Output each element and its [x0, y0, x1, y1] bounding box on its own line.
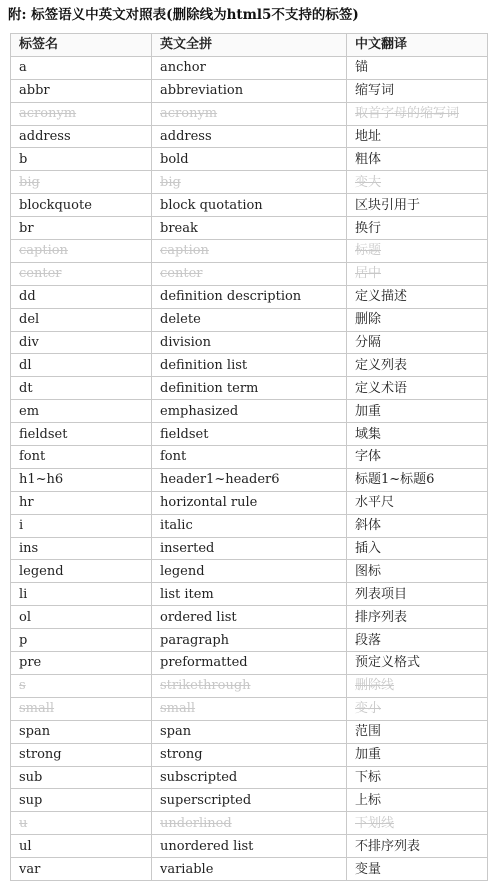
cell-english-full: definition description [152, 285, 347, 308]
cell-english-full: block quotation [152, 194, 347, 217]
table-row [11, 835, 488, 858]
table-row [11, 217, 488, 240]
table-row [11, 583, 488, 606]
table-row [11, 79, 488, 102]
cell-chinese-translation: 图标 [347, 560, 488, 583]
cell-chinese-translation: 地址 [347, 125, 488, 148]
cell-tag-name: small [11, 697, 152, 720]
cell-tag-name: caption [11, 240, 152, 263]
cell-chinese-translation: 插入 [347, 537, 488, 560]
cell-tag-name: font [11, 446, 152, 469]
cell-english-full: address [152, 125, 347, 148]
cell-tag-name: dt [11, 377, 152, 400]
cell-chinese-translation: 上标 [347, 789, 488, 812]
cell-chinese-translation: 斜体 [347, 514, 488, 537]
table-row [11, 148, 488, 171]
cell-chinese-translation: 标题 [347, 240, 488, 263]
cell-english-full: bold [152, 148, 347, 171]
cell-tag-name: acronym [11, 102, 152, 125]
tag-glossary-table [10, 33, 488, 881]
cell-tag-name: s [11, 674, 152, 697]
cell-tag-name: p [11, 629, 152, 652]
cell-english-full: italic [152, 514, 347, 537]
header-chinese-translation: 中文翻译 [347, 34, 488, 57]
table-row [11, 674, 488, 697]
cell-chinese-translation: 换行 [347, 217, 488, 240]
table-row [11, 766, 488, 789]
table-caption: 附: 标签语义中英文对照表(删除线为html5不支持的标签) [8, 7, 359, 23]
cell-tag-name: fieldset [11, 423, 152, 446]
cell-english-full: subscripted [152, 766, 347, 789]
cell-chinese-translation: 区块引用于 [347, 194, 488, 217]
cell-tag-name: abbr [11, 79, 152, 102]
cell-english-full: list item [152, 583, 347, 606]
table-row [11, 446, 488, 469]
header-english-full: 英文全拼 [152, 34, 347, 57]
cell-chinese-translation: 定义列表 [347, 354, 488, 377]
cell-tag-name: em [11, 400, 152, 423]
cell-tag-name: div [11, 331, 152, 354]
cell-english-full: caption [152, 240, 347, 263]
cell-tag-name: dl [11, 354, 152, 377]
cell-english-full: center [152, 262, 347, 285]
cell-english-full: division [152, 331, 347, 354]
table-row [11, 858, 488, 881]
cell-tag-name: big [11, 171, 152, 194]
cell-tag-name: b [11, 148, 152, 171]
table-row [11, 262, 488, 285]
cell-english-full: inserted [152, 537, 347, 560]
table-row [11, 331, 488, 354]
cell-chinese-translation: 下划线 [347, 812, 488, 835]
table-row [11, 308, 488, 331]
table-row [11, 491, 488, 514]
table-row [11, 354, 488, 377]
cell-tag-name: u [11, 812, 152, 835]
table-row [11, 812, 488, 835]
cell-chinese-translation: 变小 [347, 697, 488, 720]
table-row [11, 285, 488, 308]
cell-tag-name: legend [11, 560, 152, 583]
cell-tag-name: ol [11, 606, 152, 629]
table-row [11, 652, 488, 675]
cell-chinese-translation: 域集 [347, 423, 488, 446]
table-row [11, 743, 488, 766]
cell-chinese-translation: 定义描述 [347, 285, 488, 308]
cell-english-full: strikethrough [152, 674, 347, 697]
cell-chinese-translation: 缩写词 [347, 79, 488, 102]
table-row [11, 377, 488, 400]
cell-tag-name: a [11, 56, 152, 79]
cell-tag-name: var [11, 858, 152, 881]
table-row [11, 537, 488, 560]
cell-english-full: superscripted [152, 789, 347, 812]
table-row [11, 697, 488, 720]
cell-chinese-translation: 锚 [347, 56, 488, 79]
cell-chinese-translation: 居中 [347, 262, 488, 285]
cell-tag-name: br [11, 217, 152, 240]
cell-tag-name: span [11, 720, 152, 743]
table-row [11, 400, 488, 423]
cell-chinese-translation: 分隔 [347, 331, 488, 354]
table-row [11, 629, 488, 652]
cell-chinese-translation: 预定义格式 [347, 652, 488, 675]
cell-chinese-translation: 水平尺 [347, 491, 488, 514]
cell-chinese-translation: 删除 [347, 308, 488, 331]
cell-tag-name: sup [11, 789, 152, 812]
table-header [11, 34, 488, 57]
cell-english-full: font [152, 446, 347, 469]
header-row [11, 34, 488, 57]
cell-english-full: underlined [152, 812, 347, 835]
cell-english-full: preformatted [152, 652, 347, 675]
cell-tag-name: i [11, 514, 152, 537]
cell-english-full: span [152, 720, 347, 743]
cell-chinese-translation: 列表项目 [347, 583, 488, 606]
cell-english-full: emphasized [152, 400, 347, 423]
table-row [11, 468, 488, 491]
table-row [11, 240, 488, 263]
cell-english-full: horizontal rule [152, 491, 347, 514]
cell-english-full: variable [152, 858, 347, 881]
table-row [11, 514, 488, 537]
cell-tag-name: h1~h6 [11, 468, 152, 491]
cell-english-full: ordered list [152, 606, 347, 629]
cell-english-full: paragraph [152, 629, 347, 652]
cell-chinese-translation: 段落 [347, 629, 488, 652]
cell-english-full: abbreviation [152, 79, 347, 102]
cell-tag-name: strong [11, 743, 152, 766]
cell-chinese-translation: 删除线 [347, 674, 488, 697]
header-tag-name: 标签名 [11, 34, 152, 57]
cell-chinese-translation: 加重 [347, 400, 488, 423]
cell-tag-name: li [11, 583, 152, 606]
table-row [11, 171, 488, 194]
cell-english-full: unordered list [152, 835, 347, 858]
cell-tag-name: pre [11, 652, 152, 675]
table-body [11, 56, 488, 880]
cell-english-full: delete [152, 308, 347, 331]
cell-chinese-translation: 下标 [347, 766, 488, 789]
cell-chinese-translation: 加重 [347, 743, 488, 766]
cell-english-full: header1~header6 [152, 468, 347, 491]
cell-english-full: strong [152, 743, 347, 766]
cell-chinese-translation: 字体 [347, 446, 488, 469]
table-row [11, 560, 488, 583]
table-row [11, 125, 488, 148]
cell-tag-name: center [11, 262, 152, 285]
cell-english-full: definition term [152, 377, 347, 400]
cell-chinese-translation: 取首字母的缩写词 [347, 102, 488, 125]
cell-english-full: break [152, 217, 347, 240]
table-row [11, 789, 488, 812]
cell-tag-name: blockquote [11, 194, 152, 217]
cell-tag-name: del [11, 308, 152, 331]
cell-english-full: definition list [152, 354, 347, 377]
cell-tag-name: dd [11, 285, 152, 308]
cell-chinese-translation: 排序列表 [347, 606, 488, 629]
cell-tag-name: hr [11, 491, 152, 514]
table-row [11, 606, 488, 629]
cell-tag-name: ins [11, 537, 152, 560]
cell-tag-name: address [11, 125, 152, 148]
cell-english-full: legend [152, 560, 347, 583]
cell-english-full: big [152, 171, 347, 194]
cell-english-full: anchor [152, 56, 347, 79]
cell-chinese-translation: 定义术语 [347, 377, 488, 400]
cell-english-full: acronym [152, 102, 347, 125]
cell-tag-name: sub [11, 766, 152, 789]
cell-tag-name: ul [11, 835, 152, 858]
table-row [11, 194, 488, 217]
cell-chinese-translation: 标题1~标题6 [347, 468, 488, 491]
table-row [11, 102, 488, 125]
cell-chinese-translation: 变量 [347, 858, 488, 881]
cell-chinese-translation: 粗体 [347, 148, 488, 171]
cell-chinese-translation: 范围 [347, 720, 488, 743]
table-row [11, 423, 488, 446]
cell-chinese-translation: 变大 [347, 171, 488, 194]
cell-english-full: small [152, 697, 347, 720]
cell-chinese-translation: 不排序列表 [347, 835, 488, 858]
table-row [11, 56, 488, 79]
table-row [11, 720, 488, 743]
cell-english-full: fieldset [152, 423, 347, 446]
